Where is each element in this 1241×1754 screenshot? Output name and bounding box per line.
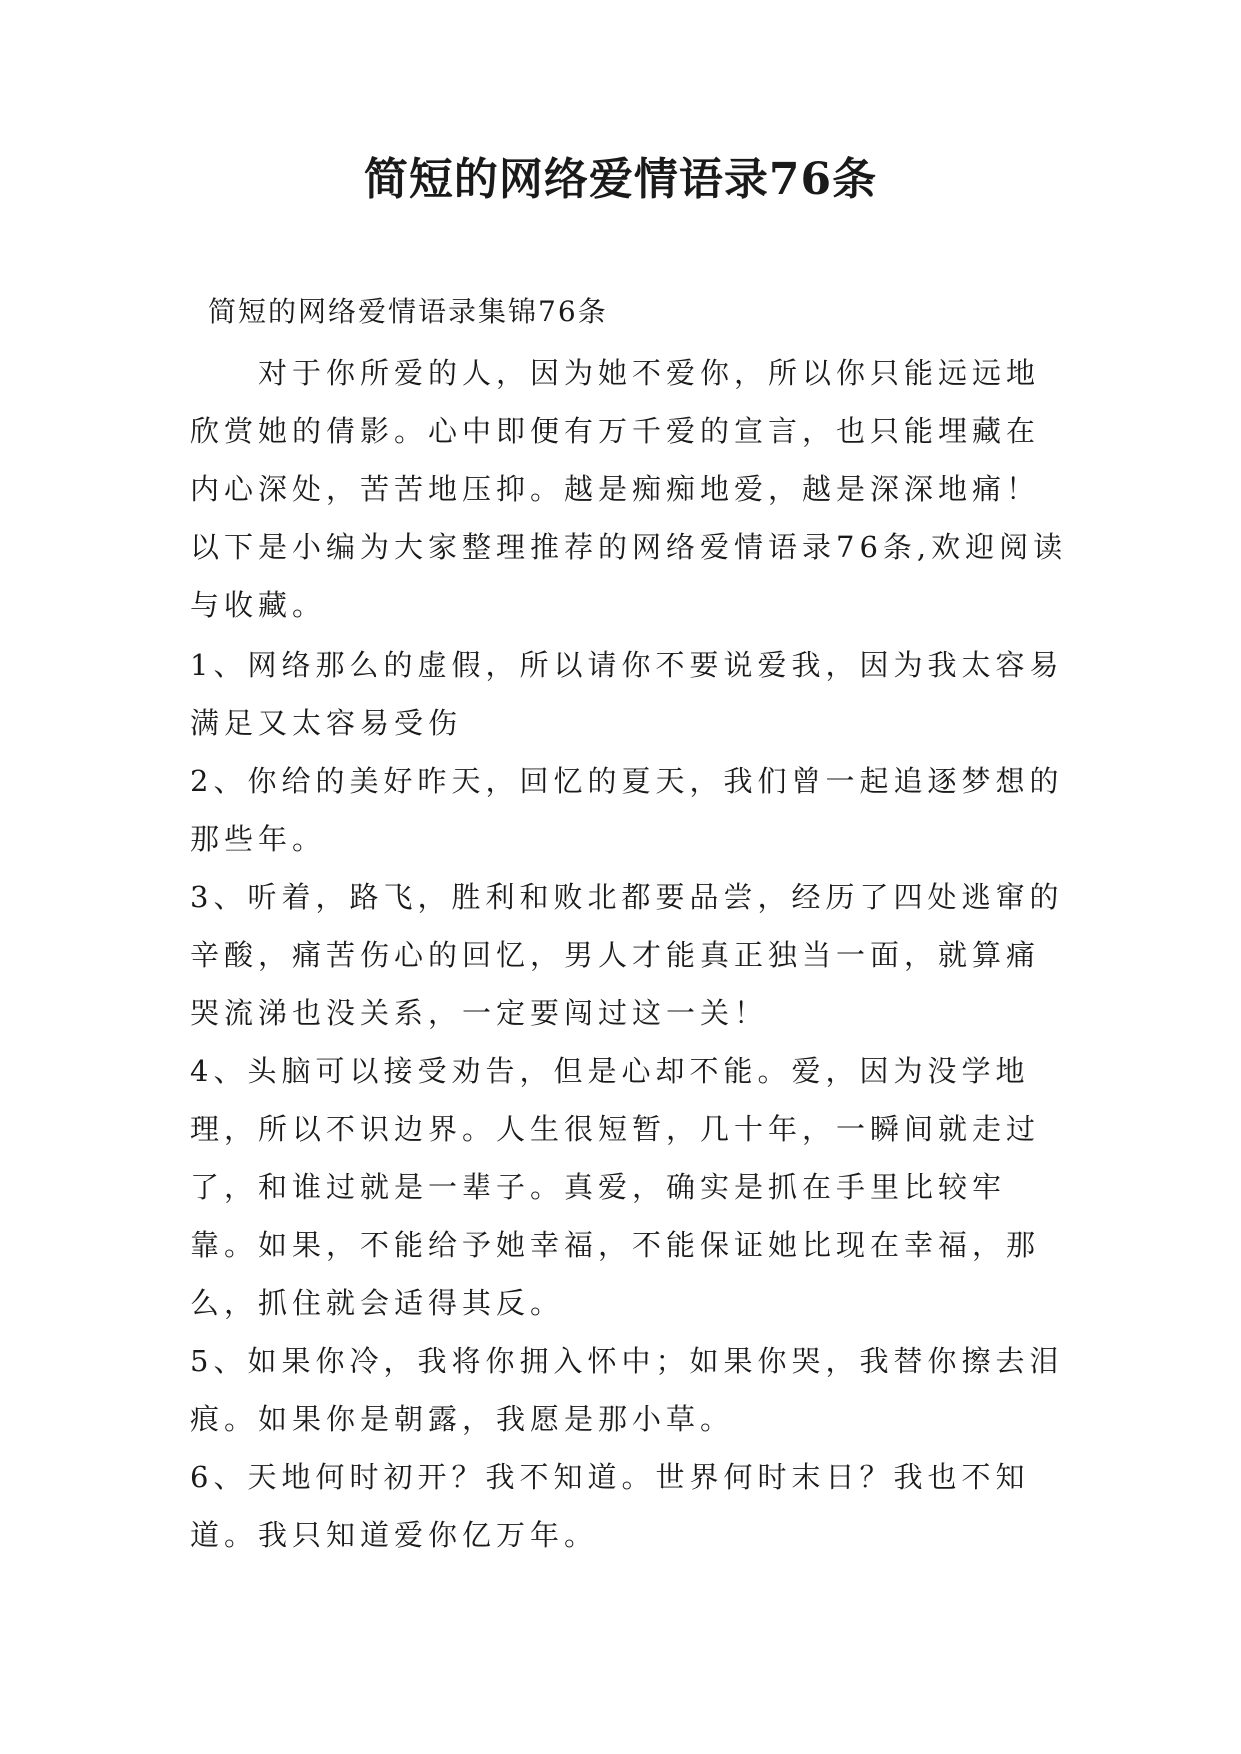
list-item: 4、头脑可以接受劝告，但是心却不能。爱，因为没学地理，所以不识边界。人生很短暂，几十年，一瞬间就走过了，和谁过就是一辈子。真爱，确实是抓在手里比较牢靠。如果，不能给予她幸福，不能保证她比现在幸福，那么，抓住就会适得其反。 xyxy=(190,1054,1041,1320)
list-item: 6、天地何时初开？我不知道。世界何时末日？我也不知道。我只知道爱你亿万年。 xyxy=(190,1460,1030,1552)
list-item: 5、如果你冷，我将你拥入怀中；如果你哭，我替你擦去泪痕。如果你是朝露，我愿是那小草。 xyxy=(190,1344,1064,1436)
list-item: 3、听着，路飞，胜利和败北都要品尝，经历了四处逃窜的辛酸，痛苦伤心的回忆，男人才能真正独当一面，就算痛哭流涕也没关系，一定要闯过这一关！ xyxy=(190,880,1064,1030)
intro-paragraph: 对于你所爱的人，因为她不爱你，所以你只能远远地欣赏她的倩影。心中即便有万千爱的宣言，也只能埋藏在内心深处，苦苦地压抑。越是痴痴地爱，越是深深地痛！以下是小编为大家整理推荐的网络爱情语录76条,欢迎阅读与收藏。 xyxy=(190,356,1068,622)
quote-list xyxy=(190,636,1070,1564)
list-item: 1、网络那么的虚假，所以请你不要说爱我，因为我太容易满足又太容易受伤 xyxy=(190,648,1064,740)
document-title: 简短的网络爱情语录76条 xyxy=(363,154,878,205)
document-subtitle: 简短的网络爱情语录集锦76条 xyxy=(208,295,608,328)
list-item: 2、你给的美好昨天，回忆的夏天，我们曾一起追逐梦想的那些年。 xyxy=(190,764,1064,856)
